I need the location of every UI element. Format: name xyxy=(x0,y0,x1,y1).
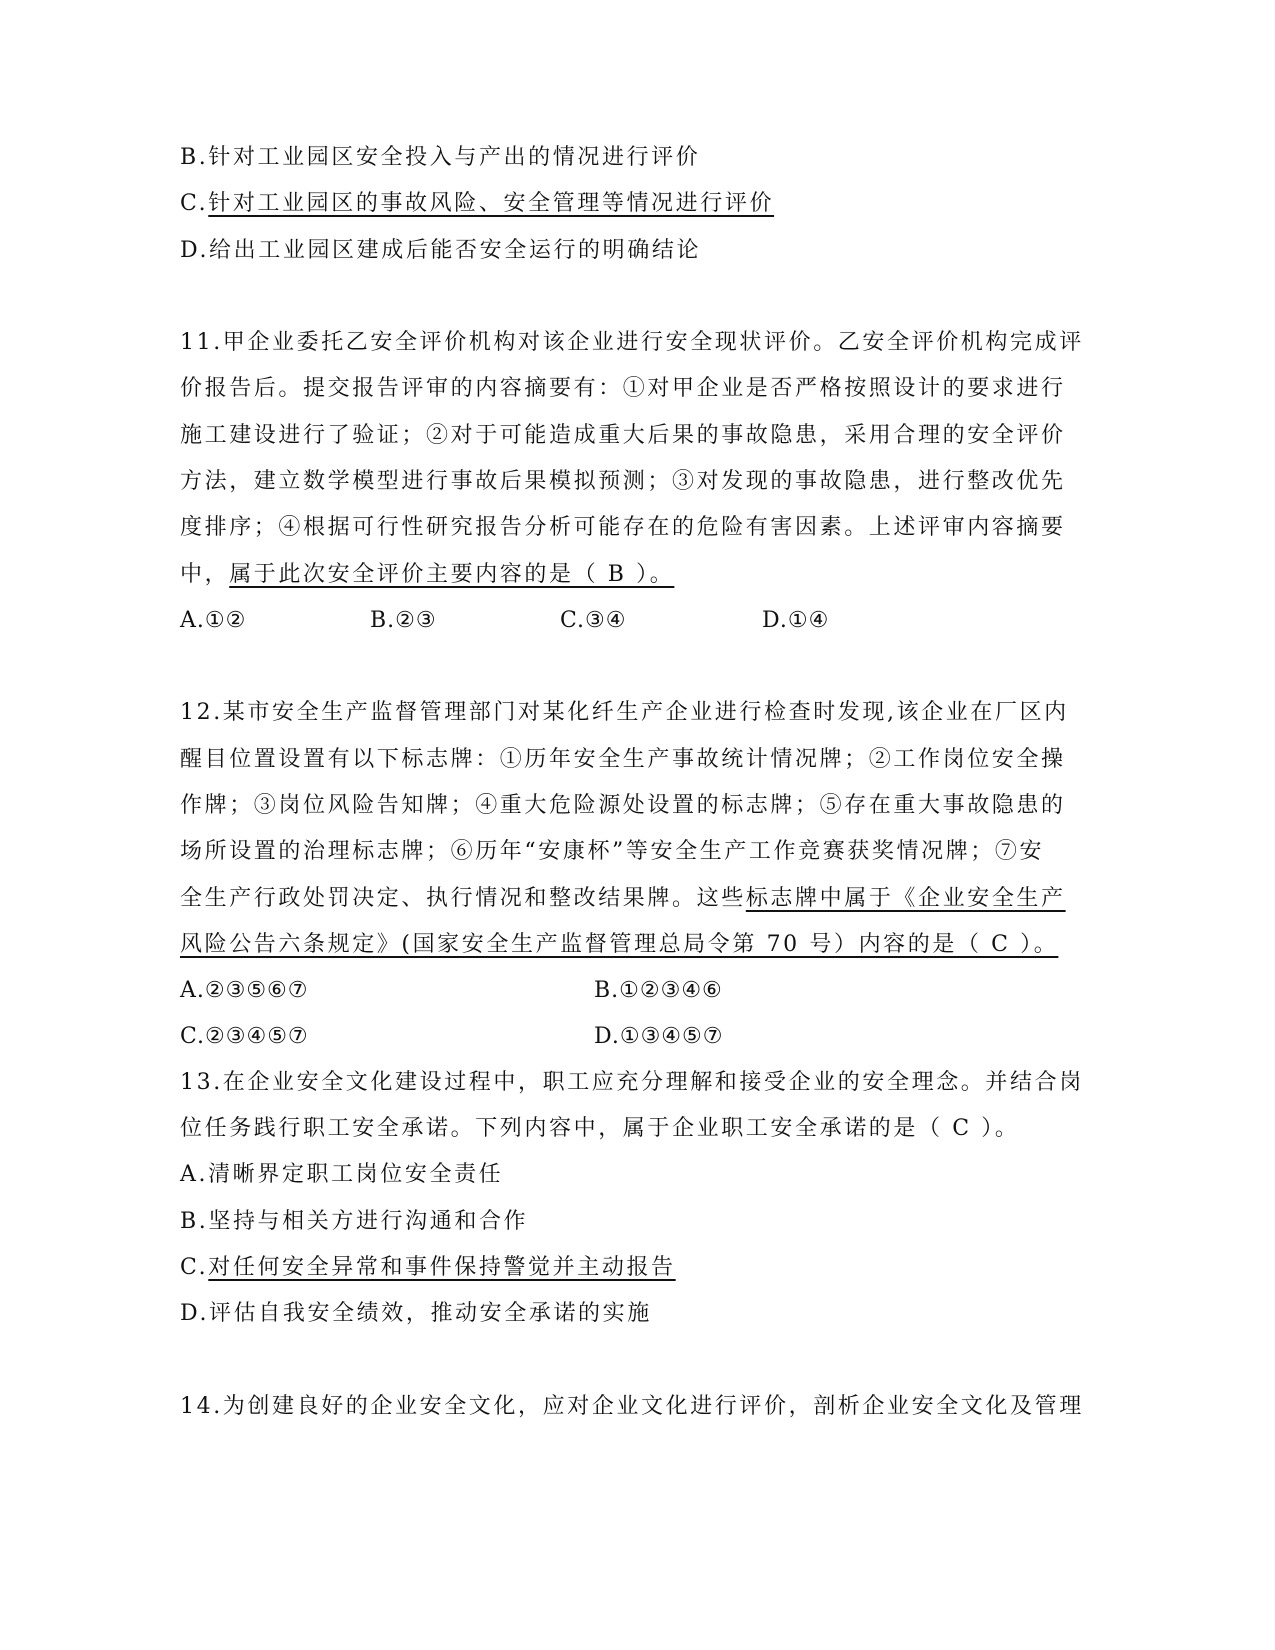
q11-option-b: B.②③ xyxy=(370,608,437,633)
q12-answer-stem-part-1: 标志牌中属于《企业安全生产 xyxy=(745,886,1066,911)
q11-line-6 xyxy=(180,560,674,590)
q12-line-5-prefix: 全生产行政处罚决定、执行情况和整改结果牌。这些 xyxy=(180,886,746,911)
q10-option-d: D.给出工业园区建成后能否安全运行的明确结论 xyxy=(180,238,702,263)
q13-option-b: B.坚持与相关方进行沟通和合作 xyxy=(180,1209,529,1234)
q14-line-1: 14.为创建良好的企业安全文化，应对企业文化进行评价，剖析企业安全文化及管理 xyxy=(180,1394,1084,1419)
q11-line-1: 11.甲企业委托乙安全评价机构对该企业进行安全现状评价。乙安全评价机构完成评 xyxy=(180,330,1084,355)
q11-option-c: C.③④ xyxy=(560,608,627,633)
q12-line-6 xyxy=(180,930,1058,960)
q10-option-c-prefix: C. xyxy=(180,191,209,216)
q10-option-b: B.针对工业园区安全投入与产出的情况进行评价 xyxy=(180,145,701,170)
q12-option-d: D.①③④⑤⑦ xyxy=(594,1024,724,1049)
q12-option-b: B.①②③④⑥ xyxy=(594,978,723,1003)
q12-line-4: 场所设置的治理标志牌；⑥历年“安康杯”等安全生产工作竞赛获奖情况牌；⑦安 xyxy=(180,839,1045,864)
q11-option-d: D.①④ xyxy=(762,608,830,633)
q13-option-c-prefix: C. xyxy=(180,1255,209,1280)
q12-line-3: 作牌；③岗位风险告知牌；④重大危险源处设置的标志牌；⑤存在重大事故隐患的 xyxy=(180,793,1066,818)
q12-line-5 xyxy=(180,884,1066,914)
q11-line-4: 方法，建立数学模型进行事故后果模拟预测；③对发现的事故隐患，进行整改优先 xyxy=(180,469,1066,494)
q13-option-a: A.清晰界定职工岗位安全责任 xyxy=(180,1162,504,1187)
q11-option-a: A.①② xyxy=(180,608,247,633)
q12-line-1: 12.某市安全生产监督管理部门对某化纤生产企业进行检查时发现,该企业在厂区内 xyxy=(180,700,1069,725)
q10-option-c-text: 针对工业园区的事故风险、安全管理等情况进行评价 xyxy=(208,191,775,216)
q13-line-2: 位任务践行职工安全承诺。下列内容中，属于企业职工安全承诺的是（ C ）。 xyxy=(180,1116,1020,1141)
q12-line-2: 醒目位置设置有以下标志牌：①历年安全生产事故统计情况牌；②工作岗位安全操 xyxy=(180,747,1066,772)
q13-option-c-text: 对任何安全异常和事件保持警觉并主动报告 xyxy=(208,1255,676,1280)
q13-option-c xyxy=(180,1253,676,1283)
q12-answer-stem-part-2: 风险公告六条规定》(国家安全生产监督管理总局令第 70 号）内容的是（ C ）。 xyxy=(180,932,1059,957)
q11-answer-stem: 属于此次安全评价主要内容的是（ B ）。 xyxy=(229,562,675,587)
q12-option-a: A.②③⑤⑥⑦ xyxy=(180,978,309,1003)
q11-line-6-prefix: 中， xyxy=(180,562,230,587)
q11-line-5: 度排序；④根据可行性研究报告分析可能存在的危险有害因素。上述评审内容摘要 xyxy=(180,515,1066,540)
q11-line-2: 价报告后。提交报告评审的内容摘要有：①对甲企业是否严格按照设计的要求进行 xyxy=(180,376,1066,401)
q12-option-c: C.②③④⑤⑦ xyxy=(180,1024,309,1049)
q13-line-1: 13.在企业安全文化建设过程中，职工应充分理解和接受企业的安全理念。并结合岗 xyxy=(180,1070,1084,1095)
q11-line-3: 施工建设进行了验证；②对于可能造成重大后果的事故隐患，采用合理的安全评价 xyxy=(180,423,1066,448)
q13-option-d: D.评估自我安全绩效，推动安全承诺的实施 xyxy=(180,1301,652,1326)
q10-option-c xyxy=(180,189,774,219)
